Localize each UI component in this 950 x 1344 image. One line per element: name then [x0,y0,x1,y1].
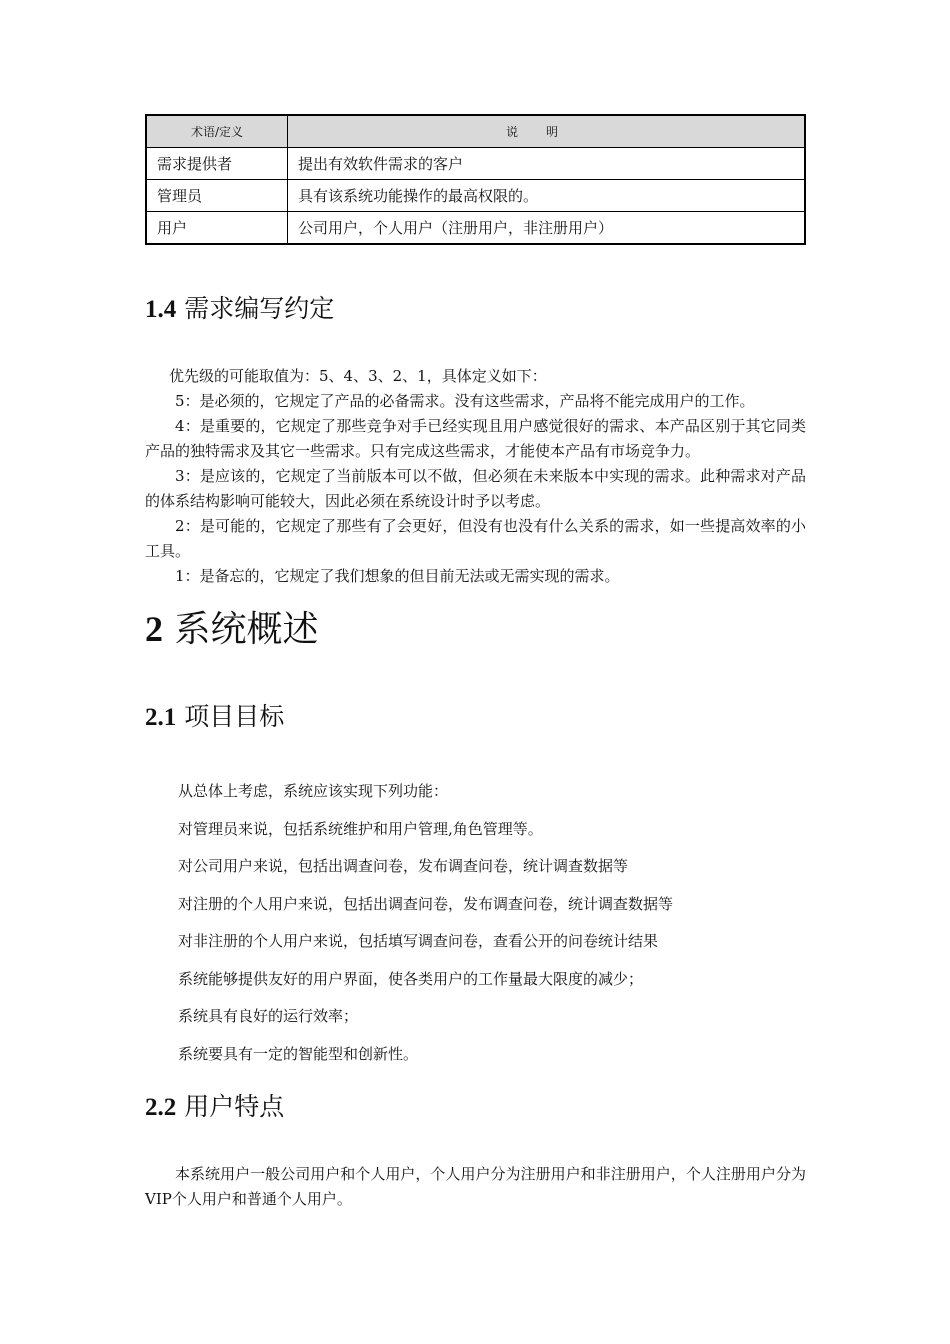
desc-cell: 提出有效软件需求的客户 [288,148,806,180]
header-desc: 说明 [288,115,806,148]
chapter-title: 系统概述 [174,609,319,650]
table-row [146,212,805,245]
section-number: 2.2 [145,1094,177,1121]
section-title: 需求编写约定 [184,294,335,323]
table-header-row [146,115,805,148]
table-row [146,148,805,180]
priority-intro: 优先级的可能取值为：5、4、3、2、1，具体定义如下： [169,367,547,385]
term-cell: 管理员 [146,180,288,212]
priority-item: 2：是可能的，它规定了那些有了会更好，但没有也没有什么关系的需求，如一些提高效率的小工具。 [145,517,806,560]
user-characteristics-text: 本系统用户一般公司用户和个人用户，个人用户分为注册用户和非注册用户，个人注册用户分为VIP个人用户和普通个人用户。 [145,1165,806,1208]
goal-item: 对管理员来说，包括系统维护和用户管理,角色管理等。 [178,819,543,838]
section-2-2-heading [145,1090,284,1125]
terms-table [145,114,806,245]
goal-item: 系统要具有一定的智能型和创新性。 [178,1044,419,1063]
priority-definitions [145,364,806,589]
goal-item: 系统具有良好的运行效率； [178,1007,359,1025]
goal-item: 对注册的个人用户来说，包括出调查问卷，发布调查问卷，统计调查数据等 [178,894,674,913]
section-number: 2.1 [145,704,177,731]
section-1-4-heading [145,292,334,327]
goal-list [178,779,673,1079]
priority-item: 4：是重要的，它规定了那些竞争对手已经实现且用户感觉很好的需求、本产品区别于其它同类产品的独特需求及其它一些需求。只有完成这些需求，才能使本产品有市场竞争力。 [145,417,806,460]
header-term: 术语/定义 [146,115,288,148]
term-cell: 用户 [146,212,288,245]
section-title: 项目目标 [184,702,285,731]
section-title: 用户特点 [184,1092,285,1121]
section-number: 1.4 [145,296,177,323]
term-cell: 需求提供者 [146,148,288,180]
goal-item: 系统能够提供友好的用户界面，使各类用户的工作量最大限度的减少； [178,969,644,988]
priority-item: 1：是备忘的，它规定了我们想象的但目前无法或无需实现的需求。 [175,567,620,585]
goal-item: 对公司用户来说，包括出调查问卷，发布调查问卷，统计调查数据等 [178,857,629,875]
goal-item: 对非注册的个人用户来说，包括填写调查问卷，查看公开的问卷统计结果 [178,932,659,950]
priority-item: 3：是应该的，它规定了当前版本可以不做，但必须在未来版本中实现的需求。此种需求对产品的体系结构影响可能较大，因此必须在系统设计时予以考虑。 [145,467,806,510]
goal-item: 从总体上考虑，系统应该实现下列功能： [178,782,449,800]
section-2-1-heading [145,700,284,735]
desc-cell: 公司用户，个人用户（注册用户，非注册用户） [288,212,806,245]
chapter-2-heading [145,605,318,654]
chapter-number: 2 [145,609,163,649]
table-row [146,180,805,212]
priority-item: 5：是必须的，它规定了产品的必备需求。没有这些需求，产品将不能完成用户的工作。 [175,392,755,410]
desc-cell: 具有该系统功能操作的最高权限的。 [288,180,806,212]
